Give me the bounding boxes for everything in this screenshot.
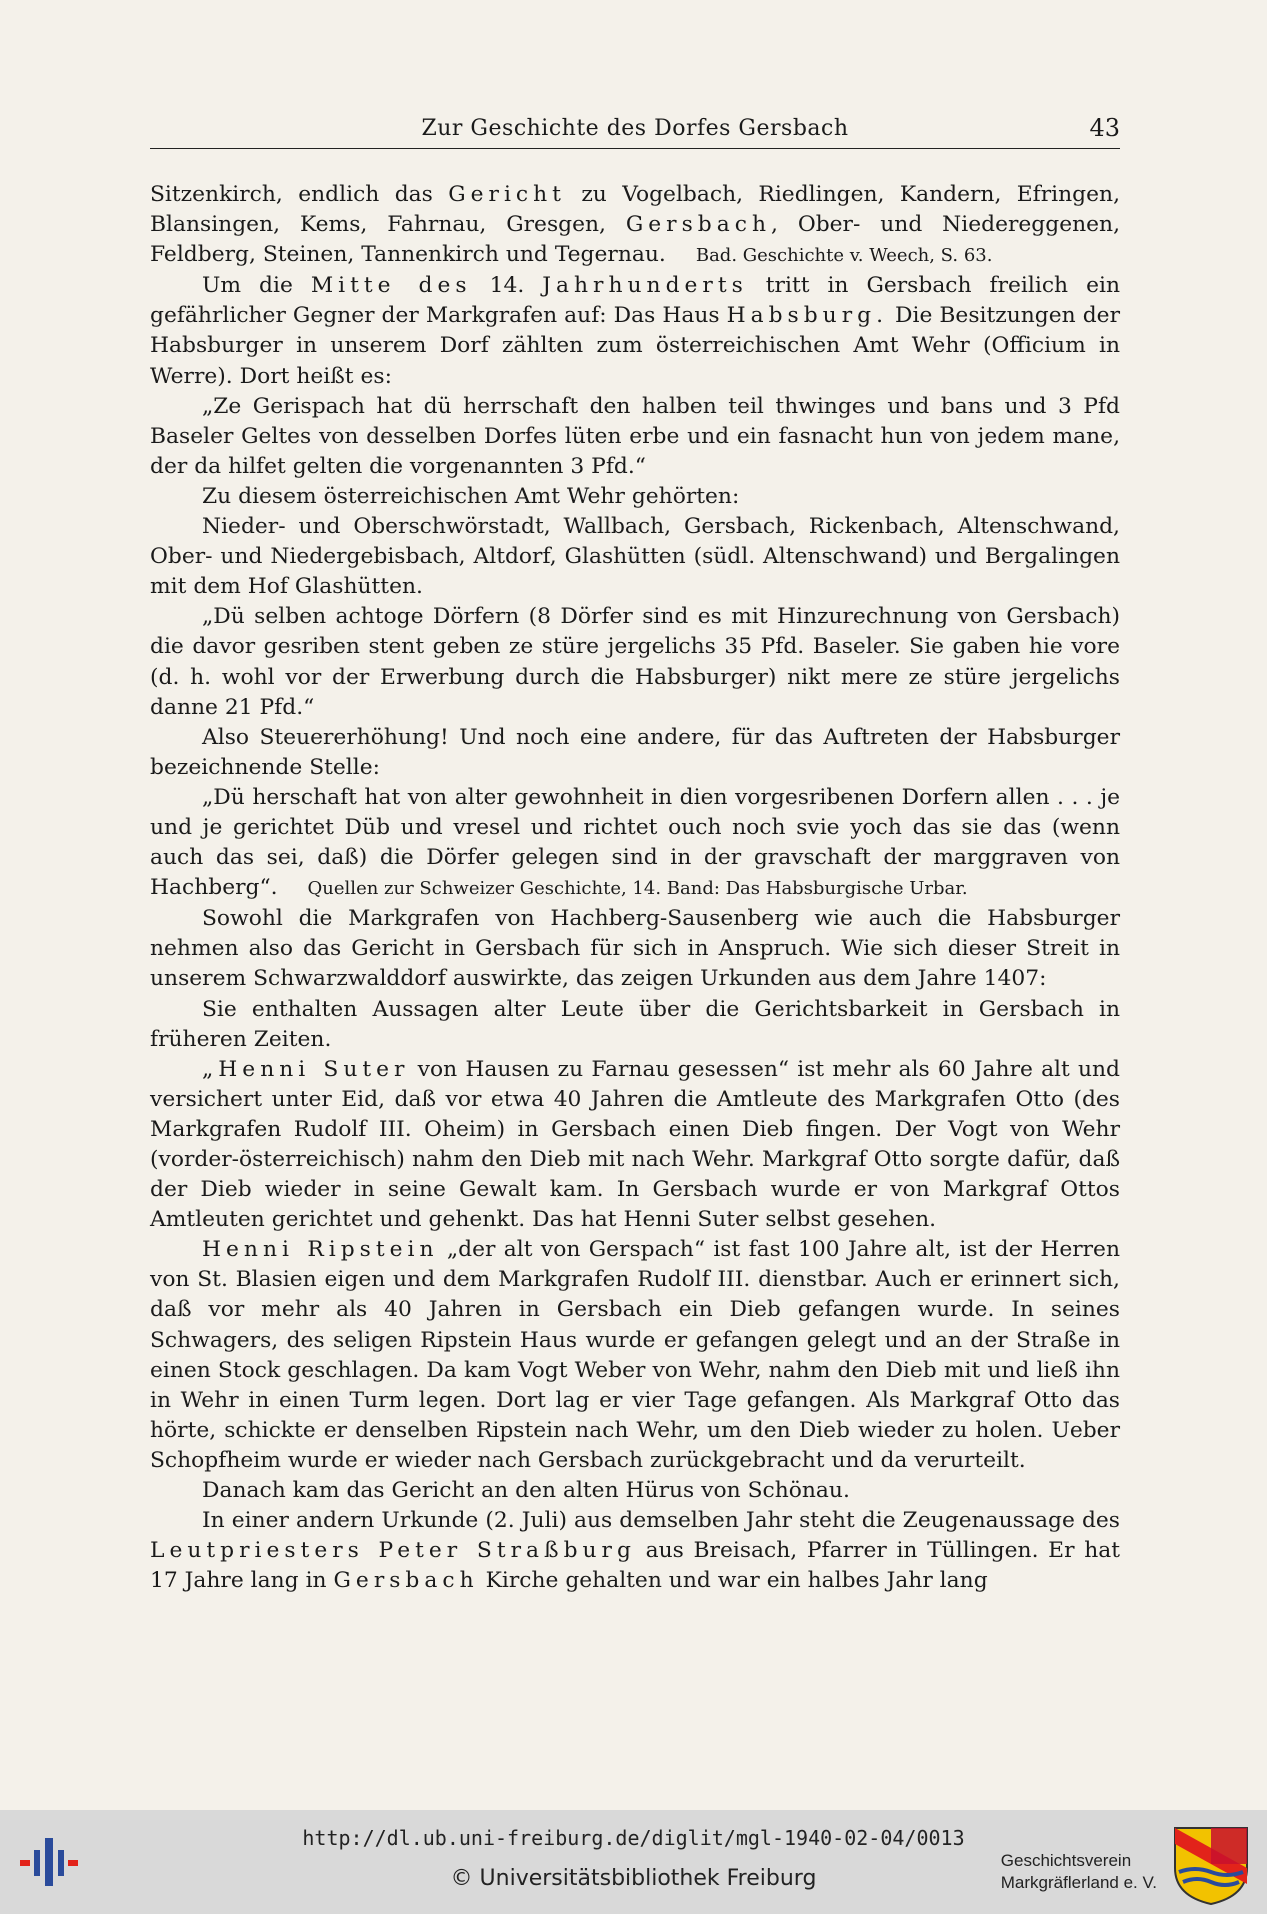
page-number: 43 (1089, 114, 1120, 142)
paragraph: In einer andern Urkunde (2. Juli) aus demselben Jahr steht die Zeugenaussage des Leutpriesters Peter Straßburg aus Breisach, Pfarrer in Tüllingen. Er hat 17 Jahre lang in Gersbach Kirche gehalten und war ein halbes Jahr lang (150, 1508, 1120, 1594)
paragraph: Sowohl die Markgrafen von Hachberg-Sausenberg wie auch die Habsburger nehmen also das Gericht in Gersbach für sich in Anspruch. Wie sich dieser Streit in unserem Schwarzwalddorf auswirkte, das zeigen Urkunden aus dem Jahre 1407: (150, 906, 1120, 992)
viewer-footer (0, 1810, 1267, 1914)
paragraph: „Henni Suter von Hausen zu Farnau gesessen“ ist mehr als 60 Jahre alt und versichert unter Eid, daß vor etwa 40 Jahren die Amtleute des Markgrafen Otto (des Markgrafen Rudolf III. Oheim) in Gersbach einen Dieb fingen. Der Vogt von Wehr (vorder-österreichisch) nahm den Dieb mit nach Wehr. Markgraf Otto sorgte dafür, daß der Dieb wieder in seine Gewalt kam. In Gersbach wurde er von Markgraf Ottos Amtleuten gerichtet und gehenkt. Das hat Henni Suter selbst gesehen. (150, 1056, 1120, 1233)
paragraph: Um die Mitte des 14. Jahrhunderts tritt in Gersbach freilich ein gefährlicher Gegner der Markgrafen auf: Das Haus Habsburg. Die Besitzungen der Habsburger in unserem Dorf zählten zum österreichischen Amt Wehr (Officium in Werre). Dort heißt es: (150, 273, 1120, 389)
source-citation: Quellen zur Schweizer Geschichte, 14. Band: Das Habsburgische Urbar. (307, 878, 968, 900)
running-head (150, 112, 1120, 149)
paragraph: Danach kam das Gericht an den alten Hürus von Schönau. (202, 1478, 850, 1504)
coat-of-arms-icon (1169, 1824, 1253, 1906)
paragraph: Sitzenkirch, endlich das Gericht zu Vogelbach, Riedlingen, Kandern, Efringen, Blansingen, Kems, Fahrnau, Gresgen, Gersbach, Ober- und Niedereggenen, Feldberg, Steinen, Tannenkirch und Tegernau. Bad. Geschichte v. Weech, S. 63. (150, 182, 1120, 268)
source-citation: Bad. Geschichte v. Weech, S. 63. (695, 245, 993, 267)
quotation: „Dü selben achtoge Dörfern (8 Dörfer sind es mit Hinzurechnung von Gersbach) die davor gesriben stent geben ze stüre jergelichs 35 Pfd. Baseler. Sie gaben hie vore (d. h. wohl vor der Erwerbung durch die Habsburger) nikt mere ze stüre jergelichs danne 21 Pfd.“ (150, 604, 1120, 720)
paragraph: Nieder- und Oberschwörstadt, Wallbach, Gersbach, Rickenbach, Altenschwand, Ober- und Niedergebisbach, Altdorf, Glashütten (südl. Altenschwand) und Bergalingen mit dem Hof Glashütten. (150, 514, 1120, 600)
paragraph: Henni Ripstein „der alt von Gerspach“ ist fast 100 Jahre alt, ist der Herren von St. Blasien eigen und dem Markgrafen Rudolf III. dienstbar. Auch er erinnert sich, daß vor mehr als 40 Jahren in Gersbach ein Dieb gefangen wurde. In seines Schwagers, des seligen Ripstein Haus wurde er gefangen gelegt und an der Straße in einen Stock geschlagen. Da kam Vogt Weber von Wehr, nahm den Dieb mit und ließ ihn in Wehr in einen Turm legen. Dort lag er vier Tage gefangen. Als Markgraf Otto das hörte, schickte er denselben Ripstein nach Wehr, um den Dieb wieder zu holen. Ueber Schopfheim wurde er wieder nach Gersbach zurückgebracht und da verurteilt. (150, 1237, 1120, 1473)
society-name: Geschichtsverein Markgräflerland e. V. (1000, 1851, 1157, 1892)
running-title: Zur Geschichte des Dorfes Gersbach (421, 116, 849, 141)
paragraph: Sie enthalten Aussagen alter Leute über die Gerichtsbarkeit in Gersbach in früheren Zeiten. (150, 996, 1120, 1052)
copyright-notice: © Universitätsbibliothek Freiburg (450, 1866, 817, 1891)
permalink-url[interactable]: http://dl.ub.uni-freiburg.de/diglit/mgl-1940-02-04/0013 (302, 1826, 965, 1850)
quotation: „Dü herschaft hat von alter gewohnheit in dien vorgesribenen Dorfern allen . . . je und je gerichtet Düb und vresel und richtet ouch noch svie yoch das sie das (wenn auch das sei, daß) die Dörfer gelegen sind in der gravschaft der marggraven von Hachberg“. Quellen zur Schweizer Geschichte, 14. Band: Das Habsburgische Urbar. (150, 784, 1120, 901)
paragraph: Also Steuererhöhung! Und noch eine andere, für das Auftreten der Habsburger bezeichnende Stelle: (150, 724, 1120, 780)
quotation: „Ze Gerispach hat dü herrschaft den halben teil thwinges und bans und 3 Pfd Baseler Geltes von desselben Dorfes lüten erbe und ein fasnacht hun von jedem mane, der da hilfet gelten die vorgenannten 3 Pfd.“ (150, 393, 1120, 479)
paragraph: Zu diesem österreichischen Amt Wehr gehörten: (202, 483, 740, 509)
body-text (150, 180, 1120, 1596)
